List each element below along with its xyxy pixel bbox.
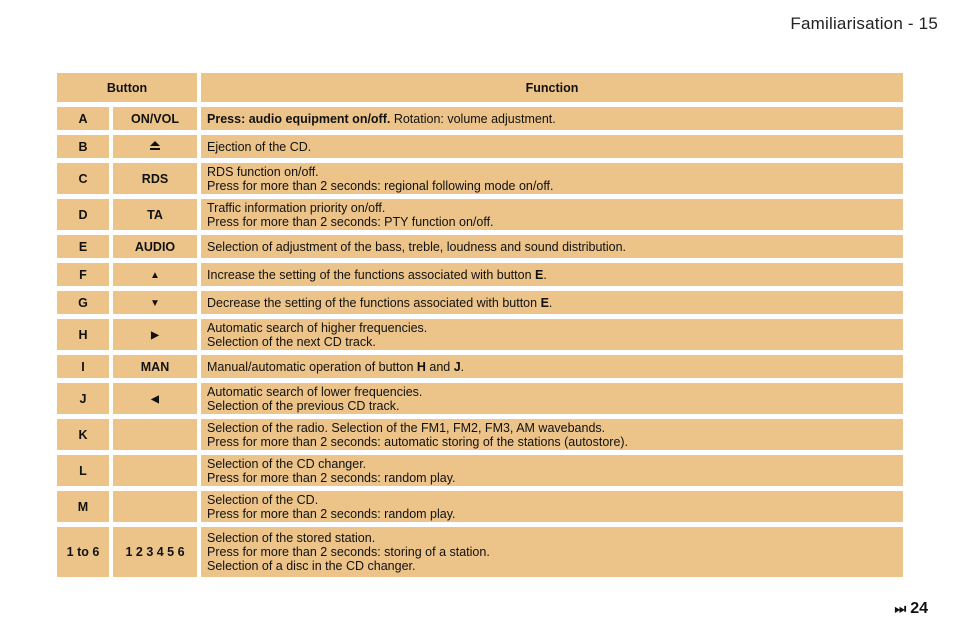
function-line: Press for more than 2 seconds: random play. <box>207 506 456 521</box>
function-text: . <box>460 359 465 374</box>
row-function <box>201 235 903 258</box>
function-bold-text: E <box>535 267 544 282</box>
column-header-function: Function <box>201 73 903 102</box>
row-function <box>201 135 903 158</box>
row-function <box>201 491 903 522</box>
function-line: Selection of the CD. <box>207 492 319 507</box>
function-text: Manual/automatic operation of button <box>207 359 417 374</box>
function-line: Selection of the next CD track. <box>207 334 376 349</box>
fast-forward-icon: ⏭ <box>894 601 907 616</box>
table-row <box>57 491 903 522</box>
row-letter: G <box>57 291 113 314</box>
function-bold-text: J <box>453 359 461 374</box>
row-letter: H <box>57 319 113 350</box>
table-row <box>57 419 903 450</box>
function-line: Press for more than 2 seconds: automatic storing of the stations (autostore). <box>207 434 629 449</box>
function-line: Press for more than 2 seconds: regional following mode on/off. <box>207 178 554 193</box>
function-text: . <box>543 267 547 282</box>
row-button: ON/VOL <box>113 107 201 130</box>
row-button <box>113 455 201 486</box>
table-row <box>57 163 903 194</box>
function-line: Selection of the stored station. <box>207 531 376 545</box>
table-row <box>57 319 903 350</box>
table-row <box>57 199 903 230</box>
page-header: Familiarisation - 15 <box>790 14 938 33</box>
row-function <box>201 319 903 350</box>
row-button <box>113 383 201 414</box>
row-button <box>113 291 201 314</box>
row-letter: D <box>57 199 113 230</box>
row-function <box>201 107 903 130</box>
left-arrow-icon: ◀ <box>151 393 159 405</box>
row-letter: J <box>57 383 113 414</box>
row-button <box>113 491 201 522</box>
row-button <box>113 319 201 350</box>
row-function <box>201 383 903 414</box>
function-line: Press for more than 2 seconds: PTY function on/off. <box>207 214 494 229</box>
function-bold-text: Press: audio equipment on/off. <box>207 111 391 126</box>
function-line: Selection of the previous CD track. <box>207 398 400 413</box>
function-text: Ejection of the CD. <box>207 139 312 154</box>
function-bold-text: H <box>416 359 426 374</box>
table-row <box>57 455 903 486</box>
row-function <box>201 291 903 314</box>
row-function <box>201 419 903 450</box>
row-button <box>113 263 201 286</box>
function-text: Decrease the setting of the functions associated with button <box>207 295 541 310</box>
row-letter: C <box>57 163 113 194</box>
function-line: Selection of the radio. Selection of the FM1, FM2, FM3, AM wavebands. <box>207 420 606 435</box>
function-text: and <box>425 359 454 374</box>
function-line: Automatic search of higher frequencies. <box>207 320 428 335</box>
row-letter: 1 to 6 <box>57 527 113 577</box>
table-row <box>57 291 903 314</box>
function-bold-text: E <box>540 295 549 310</box>
row-button: RDS <box>113 163 201 194</box>
row-function <box>201 263 903 286</box>
row-button <box>113 135 201 158</box>
function-line: RDS function on/off. <box>207 164 319 179</box>
function-line: Press for more than 2 seconds: random play. <box>207 470 456 485</box>
row-function <box>201 527 903 577</box>
row-letter: F <box>57 263 113 286</box>
function-line: Automatic search of lower frequencies. <box>207 384 423 399</box>
table-row <box>57 527 903 577</box>
row-letter: A <box>57 107 113 130</box>
table-row <box>57 107 903 130</box>
up-arrow-icon: ▲ <box>150 269 160 281</box>
row-letter: L <box>57 455 113 486</box>
row-function <box>201 163 903 194</box>
table-row <box>57 135 903 158</box>
table-row <box>57 235 903 258</box>
table-row <box>57 263 903 286</box>
row-button: TA <box>113 199 201 230</box>
row-function <box>201 455 903 486</box>
row-function <box>201 355 903 378</box>
table-row <box>57 383 903 414</box>
row-letter: M <box>57 491 113 522</box>
button-function-table <box>57 68 903 582</box>
function-line: Traffic information priority on/off. <box>207 200 386 215</box>
row-function <box>201 199 903 230</box>
eject-icon <box>148 141 162 151</box>
right-arrow-icon: ▶ <box>151 329 159 341</box>
row-button: AUDIO <box>113 235 201 258</box>
row-letter: K <box>57 419 113 450</box>
function-text: Selection of adjustment of the bass, treble, loudness and sound distribution. <box>207 239 627 254</box>
row-letter: I <box>57 355 113 378</box>
function-text: . <box>548 295 553 310</box>
row-button <box>113 419 201 450</box>
row-letter: B <box>57 135 113 158</box>
function-line: Selection of the CD changer. <box>207 456 367 471</box>
row-button: 1 2 3 4 5 6 <box>113 527 201 577</box>
row-letter: E <box>57 235 113 258</box>
column-header-button: Button <box>57 73 201 102</box>
function-text: Increase the setting of the functions associated with button <box>207 267 535 282</box>
row-button: MAN <box>113 355 201 378</box>
page-reference-number: 24 <box>910 600 928 617</box>
down-arrow-icon: ▼ <box>150 297 160 309</box>
page-reference-link[interactable] <box>895 600 929 618</box>
function-line: Press for more than 2 seconds: storing of a station. <box>207 545 490 559</box>
table-header-row <box>57 73 903 102</box>
function-line: Selection of a disc in the CD changer. <box>207 559 416 573</box>
table-row <box>57 355 903 378</box>
function-text: Rotation: volume adjustment. <box>390 111 556 126</box>
